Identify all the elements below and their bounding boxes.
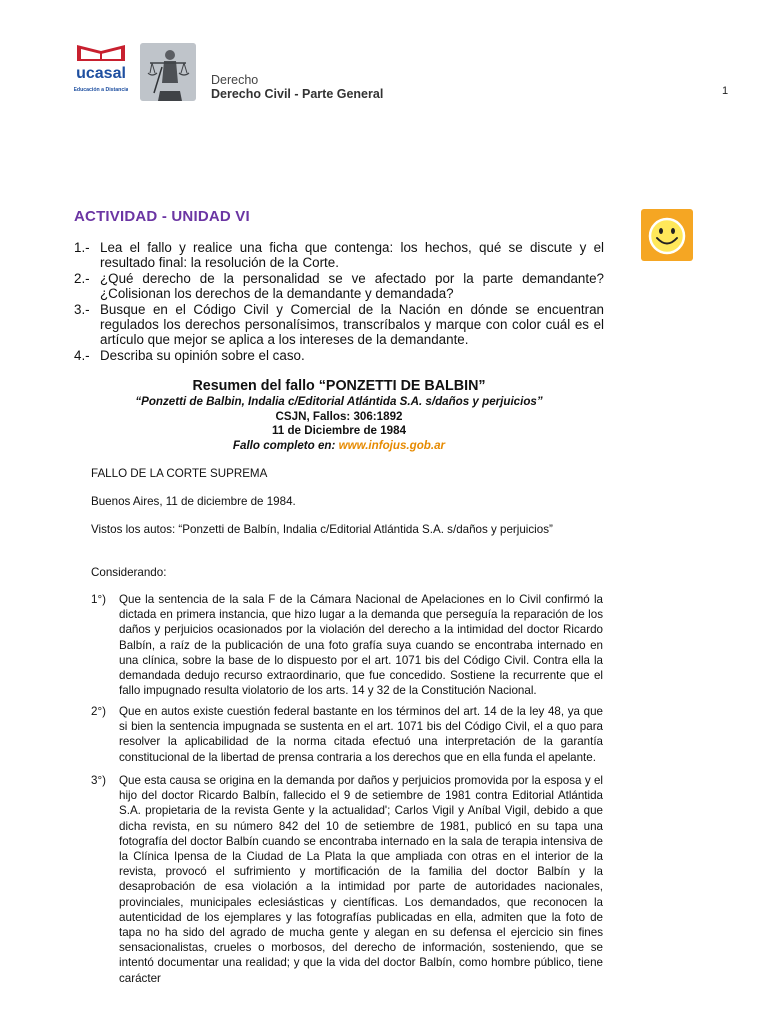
header-course: Derecho Civil - Parte General <box>211 87 384 101</box>
case-summary <box>74 378 604 453</box>
justice-statue-image <box>140 43 196 101</box>
summary-title: Resumen del fallo “PONZETTI DE BALBIN” <box>192 378 486 394</box>
ruling-considerando: Considerando: <box>91 566 167 579</box>
item-text: Que la sentencia de la sala F de la Cámara Nacional de Apelaciones en lo Civil confirmó la dictada en primera instancia, que hizo lugar a la demanda que perseguía la reparación de los daños y perjuicios ocasionados por la violación del derecho a la intimidad del doctor Ricardo Balbín, a raíz de la publicación de una foto grafía suya cuando se encontraba internado en una clínica, sobre la base de lo dispuesto por el art. 1071 bis del Código Civil. Contra ella la demandada dedujo recurso extraordinario, que fue concedido. Sostiene la recurrente que el fallo impugnado resulta violatorio de los arts. 14 y 32 de la Constitución Nacional. <box>119 593 603 698</box>
ucasal-logo <box>74 41 128 113</box>
page-number: 1 <box>722 85 729 97</box>
task-text: ¿Qué derecho de la personalidad se ve afectado por la parte demandante? ¿Colisionan los derechos de la demandante y demandada? <box>100 270 604 302</box>
item-text: Que en autos existe cuestión federal bastante en los términos del art. 14 de la ley 48, ya que si bien la sentencia impugnada se sustenta en el art. 1071 bis del Código Civil, el a quo para resolver la aplicabilidad de la norma citada efectuó una interpretación de la garantía constitucional de la libertad de prensa contraria a los derechos que en ella funda el apelante. <box>119 705 603 764</box>
full-ruling-label: Fallo completo en: <box>232 438 336 452</box>
item-number: 2°) <box>91 705 106 718</box>
activity-title: ACTIVIDAD - UNIDAD VI <box>74 208 250 225</box>
smiley-icon <box>641 209 693 261</box>
list-item <box>74 302 604 348</box>
task-text: Describa su opinión sobre el caso. <box>100 347 305 363</box>
item-number: 1°) <box>91 593 106 606</box>
task-text: Lea el fallo y realice una ficha que contenga: los hechos, qué se discute y el resultado final: la resolución de la Corte. <box>100 240 604 271</box>
task-number: 2.- <box>74 270 90 286</box>
list-item <box>74 240 604 271</box>
full-ruling-line <box>74 439 604 454</box>
case-date: 11 de Diciembre de 1984 <box>271 424 407 438</box>
list-item <box>74 271 604 302</box>
task-number: 3.- <box>74 301 90 317</box>
ruling-vistos: Vistos los autos: “Ponzetti de Balbín, Indalia c/Editorial Atlántida S.A. s/daños y perjuicios” <box>91 523 553 536</box>
activity-task-list <box>74 240 604 363</box>
item-text: Que esta causa se origina en la demanda por daños y perjuicios promovida por la esposa y el hijo del doctor Ricardo Balbín, fallecido el 9 de setiembre de 1981 contra Editorial Atlántida S.A. propietaria de la revista Gente y la actualidad'; Carlos Vigil y Aníbal Vigil, debido a que dicha revista, en su número 842 del 10 de setiembre de 1981, publicó en su tapa una fotografía del doctor Balbín cuando se encontraba internado en la sala de terapia intensiva de la Clínica Ipensa de la Ciudad de La Plata la que ampliada con otras en el interior de la revista, provocó el sufrimiento y mortificación de la familia del doctor Balbín y la desaprobación de esa violación a la intimidad por parte de autoridades nacionales, provinciales, municipales eclesiásticas y científicas. Los demandados, que reconocen la autenticidad de los ejemplares y las fotografías publicadas en ella, admiten que la foto de tapa no ha sido del agrado de mucha gente y alegan en su defensa el ejercicio sin fines sensacionalistas, crueles o morbosos, del derecho de información, sosteniendo, que se intentó documentar una realidad; y que la vida del doctor Balbín, como hombre público, tiene carácter <box>119 774 603 985</box>
infojus-link[interactable]: www.infojus.gob.ar <box>338 438 446 452</box>
list-item <box>91 773 603 986</box>
ucasal-logo-subtext: Educación a Distancia <box>74 87 128 93</box>
task-number: 4.- <box>74 347 90 363</box>
list-item <box>74 348 604 363</box>
ruling-heading: FALLO DE LA CORTE SUPREMA <box>91 467 268 480</box>
list-item <box>91 704 603 765</box>
header-subject: Derecho <box>211 73 259 87</box>
ucasal-logo-text: ucasal <box>76 65 126 82</box>
case-citation: CSJN, Fallos: 306:1892 <box>275 409 403 423</box>
task-number: 1.- <box>74 240 90 255</box>
task-text: Busque en el Código Civil y Comercial de la Nación en dónde se encuentran regulados los derechos personalísimos, transcríbalos y marque con color cuál es el artículo que mejor se aplica a los intereses de la demandante. <box>100 301 604 348</box>
list-item <box>91 592 603 698</box>
item-number: 3°) <box>91 774 106 787</box>
case-name: “Ponzetti de Balbin, Indalia c/Editorial Atlántida S.A. s/daños y perjuicios” <box>135 395 543 408</box>
ruling-place-date: Buenos Aires, 11 de diciembre de 1984. <box>91 495 296 508</box>
